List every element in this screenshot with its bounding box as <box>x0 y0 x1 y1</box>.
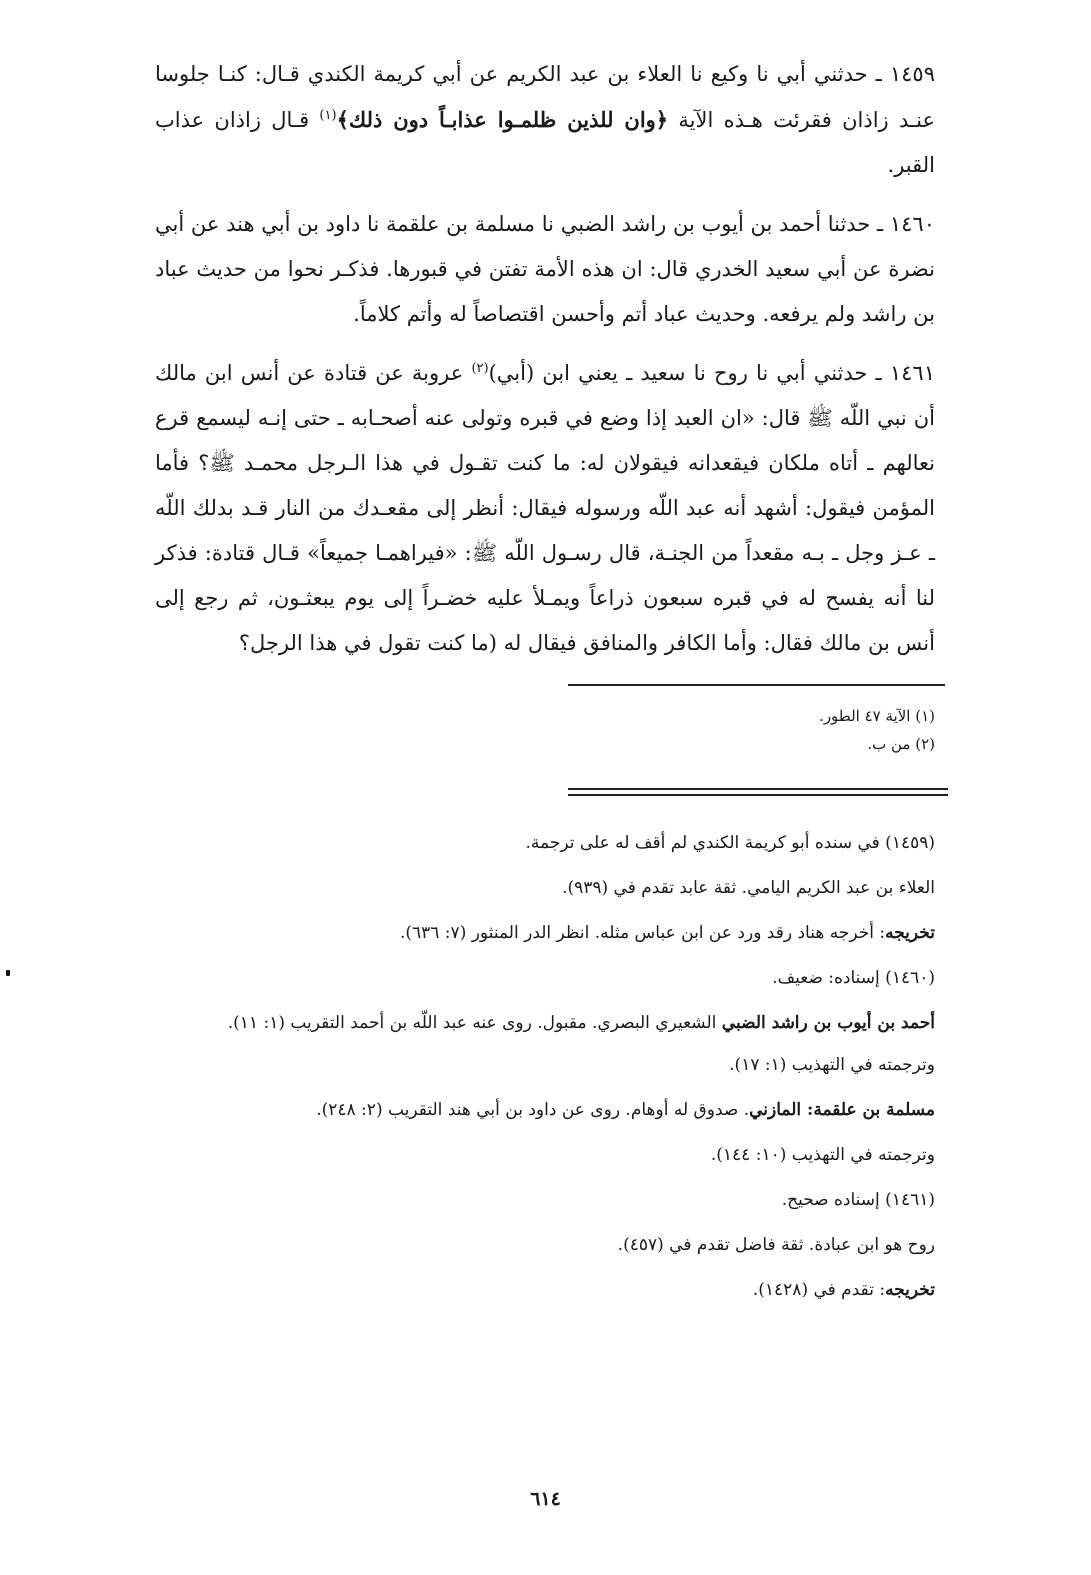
commentary-line <box>83 1273 935 1307</box>
commentary-label: تخريجه <box>885 1280 935 1300</box>
commentary-line <box>83 916 935 950</box>
page-number: ٦١٤ <box>530 1488 561 1510</box>
commentary <box>83 826 935 1318</box>
hadith-text: ـ حدثني أبي نا روح نا سعيد ـ يعني ابن (أبي) <box>488 361 890 385</box>
hadith-text: عروبة عن قتادة عن أنس ابن مالك أن نبي اللّه ﷺ قال: «ان العبد إذا وضع في قبره وتولى عنه أصحـابه ـ حتى إنـه ليسمع قرع نعالهم ـ أتاه ملكان فيقعدانه فيقولان له: ما كنت تقـول في هذا الـرجل محمـد ﷺ؟ فأما المؤمن فيقول: أشهد أنه عبد اللّه ورسوله فيقال: أنظر إلى مقعـدك من النار قـد بدلك اللّه ـ عـز وجل ـ بـه مقعداً من الجنـة، قال رسـول اللّه ﷺ: «فيراهمـا جميعاً» قـال قتادة: فذكر لنا أنه يفسح له في قبره سبعون ذراعاً ويمـلأ عليه خضـراً إلى يوم يبعثـون، ثم رجع إلى أنس بن مالك فقال: وأما الكافر والمنافق فيقال له (ما كنت تقول في هذا الرجل؟ <box>155 361 935 655</box>
commentary-line: وترجمته في التهذيب (١: ١٧). <box>729 1055 935 1075</box>
footnote-ref[interactable]: (١) <box>319 108 337 123</box>
hadith-text: ـ حدثنا أحمد بن أيوب بن راشد الضبي نا مسلمة بن علقمة نا داود بن أبي هند عن أبي نضرة عن أبي سعيد الخدري قال: ان هذه الأمة تفتن في قبورها. فذكـر نحوا من حديث عباد بن راشد ولم يرفعه. وحديث عباد أتم وأحسن اقتصاصاً له وأتم كلاماً. <box>155 212 935 326</box>
hadith-text: قـال زاذان عذاب القبر. <box>155 108 935 177</box>
commentary-label: مسلمة بن علقمة: المازني <box>749 1100 935 1120</box>
commentary-divider <box>568 788 948 796</box>
hadith-1460 <box>155 202 935 337</box>
hadith-1461 <box>155 351 935 666</box>
commentary-label: تخريجه <box>885 923 935 943</box>
commentary-line: العلاء بن عبد الكريم اليامي. ثقة عابد تقدم في (٩٣٩). <box>562 878 935 898</box>
commentary-text: الشعيري البصري. مقبول. روى عنه عبد اللّه بن أحمد التقريب (١: ١١). <box>227 1013 722 1033</box>
main-text <box>155 52 935 666</box>
commentary-text: . صدوق له أوهام. روى عن داود بن أبي هند التقريب (٢: ٢٤٨). <box>316 1100 750 1120</box>
footnote-ref[interactable]: (٢) <box>471 361 489 376</box>
quran-verse: ﴿وان للذين ظلمـوا عذابـاً دون ذلك﴾ <box>336 107 669 132</box>
commentary-line: روح هو ابن عبادة. ثقة فاضل تقدم في (٤٥٧). <box>617 1235 935 1255</box>
commentary-line: (١٤٥٩) في سنده أبو كريمة الكندي لم أقف له على ترجمة. <box>525 833 935 853</box>
footnote-divider <box>568 684 945 686</box>
commentary-text: : أخرجه هناد رقد ورد عن ابن عباس مثله. انظر الدر المنثور (٧: ٦٣٦). <box>399 923 886 943</box>
commentary-line <box>83 1006 935 1040</box>
footnotes <box>435 702 935 758</box>
commentary-line: (١٤٦٠) إسناده: ضعيف. <box>772 968 935 988</box>
footnote-2: (٢) من ب. <box>867 735 935 753</box>
margin-mark <box>6 970 10 976</box>
hadith-number: ١٤٦٠ <box>889 212 935 236</box>
hadith-1459 <box>155 52 935 188</box>
commentary-line <box>83 1093 935 1127</box>
hadith-text: ـ حدثني أبي نا وكيع نا العلاء بن عبد الكريم عن أبي كريمة الكندي قـال: كنـا جلوسا عنـد زاذان فقرئت هـذه الآية <box>155 62 936 132</box>
hadith-number: ١٤٥٩ <box>889 62 935 86</box>
commentary-text: : تقدم في (١٤٢٨). <box>752 1280 886 1300</box>
hadith-number: ١٤٦١ <box>889 361 935 385</box>
footnote-1: (١) الآية ٤٧ الطور. <box>819 707 935 725</box>
commentary-line: وترجمته في التهذيب (١٠: ١٤٤). <box>710 1145 935 1165</box>
commentary-label: أحمد بن أيوب بن راشد الضبي <box>721 1013 935 1033</box>
commentary-line: (١٤٦١) إسناده صحيح. <box>781 1190 935 1210</box>
